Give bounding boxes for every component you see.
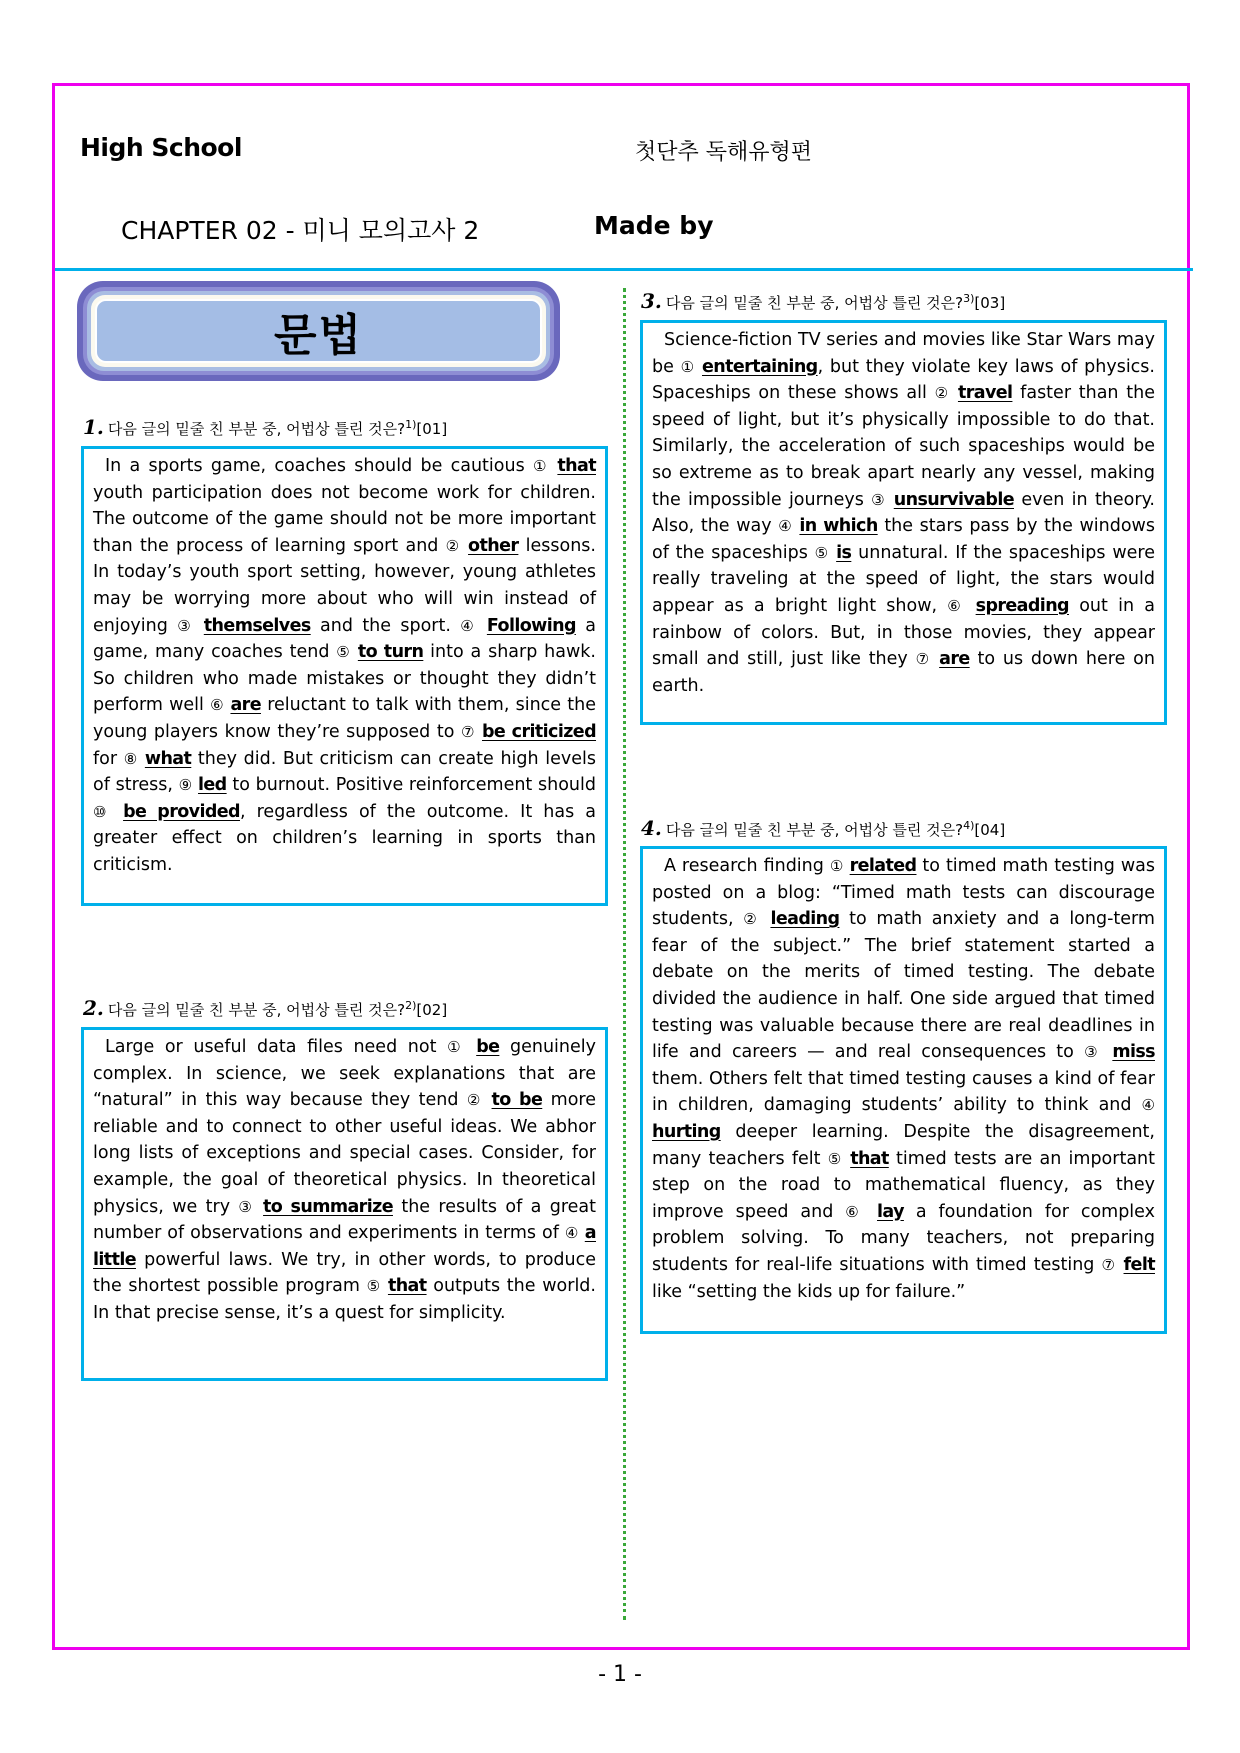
choice-number: ④ — [564, 1224, 579, 1243]
underlined-choice: that — [557, 456, 596, 476]
choice-number: ② — [466, 1091, 484, 1110]
choice-number: ⑤ — [366, 1277, 382, 1296]
underlined-choice: related — [849, 856, 917, 876]
underlined-choice: to turn — [357, 642, 424, 663]
choice-number: ④ — [778, 517, 793, 536]
section-title: 문법 — [273, 310, 363, 361]
question-heading-3 — [641, 289, 1005, 313]
footnote-marker: 4) — [963, 819, 975, 832]
question-number: 3. — [641, 289, 662, 313]
passage-text: In a sports game, coaches should be cautious ① that youth participation does not become work for children. The outcome of the game should not be more important than the process of learning sport and ② other lessons. In today’s youth sport setting, however, young athletes may be worrying more about who will win instead of enjoying ③ themselves and the sport. ④ Following a game, many coaches tend ⑤ to turn into a sharp hawk. So children who made mistakes or thought they didn’t perform well ⑥ are reluctant to talk with them, since the young players know they’re supposed to ⑦ be criticized for ⑧ what they did. But criticism can create high levels of stress, ⑨ led to burnout. Positive reinforcement should ⑩ be provided, regardless of the outcome. It has a greater effect on children’s learning in sports than criticism. — [93, 456, 597, 875]
underlined-choice: are — [230, 695, 261, 716]
choice-number: ⑥ — [947, 596, 966, 615]
choice-number: ③ — [238, 1197, 255, 1216]
footnote-marker: 3) — [963, 292, 975, 305]
passage-text: Large or useful data files need not ① be genuinely complex. In science, we seek explanations that are “natural” in this way because they tend ② to be more reliable and to connect to other useful ideas. We abhor long lists of exceptions and special cases. Consider, for example, the goal of theoretical physics. In theoretical physics, we try ③ to summarize the results of a great number of observations and experiments in terms of ④ a little powerful laws. We try, in other words, to produce the shortest possible program ⑤ that outputs the world. In that precise sense, it’s a quest for simplicity. — [93, 1037, 596, 1323]
choice-number: ③ — [1084, 1043, 1103, 1062]
section-banner — [77, 281, 560, 381]
underlined-choice: are — [939, 649, 970, 670]
choice-number: ① — [447, 1038, 466, 1056]
choice-number: ⑤ — [336, 643, 351, 662]
choice-number: ① — [829, 857, 844, 875]
choice-number: ⑦ — [460, 722, 476, 741]
header-chapter-title: CHAPTER 02 - 미니 모의고사 2 — [121, 216, 480, 245]
question-prompt: 다음 글의 밑줄 친 부분 중, 어법상 틀린 것은? — [665, 821, 964, 839]
underlined-choice: spreading — [975, 595, 1069, 616]
question-heading-2 — [83, 996, 447, 1020]
choice-number: ④ — [1141, 1096, 1155, 1115]
underlined-choice: is — [836, 542, 852, 563]
choice-number: ② — [743, 910, 761, 929]
passage-box-3 — [640, 320, 1167, 725]
header-school-label: High School — [80, 133, 242, 162]
question-prompt: 다음 글의 밑줄 친 부분 중, 어법상 틀린 것은? — [665, 294, 964, 312]
underlined-choice: that — [387, 1276, 427, 1297]
underlined-choice: Following — [486, 615, 576, 636]
choice-number: ⑦ — [1101, 1255, 1117, 1274]
header-rule — [55, 268, 1193, 271]
choice-number: ② — [934, 384, 951, 403]
underlined-choice: led — [198, 775, 227, 796]
choice-number: ② — [445, 536, 461, 555]
passage-box-4 — [640, 846, 1167, 1334]
underlined-choice: a little — [93, 1223, 596, 1270]
choice-number: ③ — [177, 616, 195, 635]
question-number: 2. — [83, 996, 104, 1020]
question-heading-4 — [641, 816, 1005, 840]
underlined-choice: to summarize — [263, 1196, 393, 1217]
question-code: [03] — [974, 294, 1006, 312]
header-book-title: 첫단추 독해유형편 — [635, 140, 813, 165]
choice-number: ⑤ — [814, 543, 830, 562]
choice-number: ① — [532, 457, 550, 475]
column-divider — [623, 288, 626, 1620]
passage-text: A research finding ① related to timed math testing was posted on a blog: “Timed math tests can discourage students, ② leading to math anxiety and a long-term fear of the subject.” The brief statement started a debate on the merits of timed testing. The debate divided the audience in half. One side argued that timed testing was valuable because there are real deadlines in life and careers — and real consequences to ③ miss them. Others felt that timed testing causes a kind of fear in children, damaging students’ ability to think and ④ hurting deeper learning. Despite the disagreement, many teachers felt ⑤ that timed tests are an important step on the road to mathematical fluency, as they improve speed and ⑥ lay a foundation for complex problem solving. To many teachers, not preparing students for real-life situations with timed testing ⑦ felt like “setting the kids up for failure.” — [652, 856, 1155, 1302]
underlined-choice: entertaining — [702, 356, 818, 377]
passage-text: Science-fiction TV series and movies like Star Wars may be ① entertaining, but they violate key laws of physics. Spaceships on these shows all ② travel faster than the speed of light, but it’s physically impossible to do that. Similarly, the acceleration of such spaceships would be so extreme as to break apart nearly any vessel, making the impossible journeys ③ unsurvivable even in theory. Also, the way ④ in which the stars pass by the windows of the spaceships ⑤ is unnatural. If the spaceships were really traveling at the speed of light, the stars would appear as a bright light show, ⑥ spreading out in a rainbow of colors. But, in those movies, they appear small and still, just like they ⑦ are to us down here on earth. — [652, 330, 1155, 696]
underlined-choice: in which — [799, 516, 878, 537]
question-prompt: 다음 글의 밑줄 친 부분 중, 어법상 틀린 것은? — [107, 1001, 406, 1019]
underlined-choice: be — [476, 1037, 500, 1057]
underlined-choice: miss — [1112, 1042, 1155, 1063]
underlined-choice: unsurvivable — [893, 489, 1014, 510]
choice-number: ① — [680, 357, 696, 376]
footnote-marker: 2) — [405, 999, 417, 1012]
underlined-choice: be criticized — [482, 721, 597, 742]
question-number: 4. — [641, 816, 662, 840]
question-number: 1. — [83, 415, 104, 439]
question-code: [01] — [416, 420, 448, 438]
choice-number: ⑦ — [915, 650, 932, 669]
header-made-by: Made by — [594, 211, 714, 240]
underlined-choice: themselves — [203, 615, 311, 636]
choice-number: ⑨ — [178, 776, 193, 795]
choice-number: ⑧ — [123, 749, 139, 768]
question-prompt: 다음 글의 밑줄 친 부분 중, 어법상 틀린 것은? — [107, 420, 406, 438]
underlined-choice: to be — [491, 1090, 543, 1111]
underlined-choice: be provided — [123, 801, 240, 822]
passage-box-1 — [81, 446, 608, 906]
underlined-choice: hurting — [652, 1121, 721, 1142]
underlined-choice: leading — [770, 909, 840, 930]
choice-number: ⑤ — [827, 1149, 843, 1168]
choice-number: ④ — [460, 616, 478, 635]
underlined-choice: felt — [1123, 1254, 1155, 1275]
choice-number: ⑥ — [845, 1202, 866, 1221]
question-heading-1 — [83, 415, 447, 439]
choice-number: ⑥ — [210, 696, 225, 715]
question-code: [02] — [416, 1001, 448, 1019]
underlined-choice: lay — [877, 1201, 904, 1222]
page-number: - 1 - — [598, 1662, 642, 1687]
underlined-choice: other — [468, 535, 519, 556]
passage-box-2 — [81, 1027, 608, 1381]
choice-number: ③ — [871, 490, 887, 509]
choice-number: ⑩ — [93, 802, 112, 821]
question-code: [04] — [974, 821, 1006, 839]
underlined-choice: what — [144, 748, 192, 769]
underlined-choice: that — [850, 1148, 889, 1169]
footnote-marker: 1) — [405, 418, 417, 431]
underlined-choice: travel — [957, 383, 1013, 404]
